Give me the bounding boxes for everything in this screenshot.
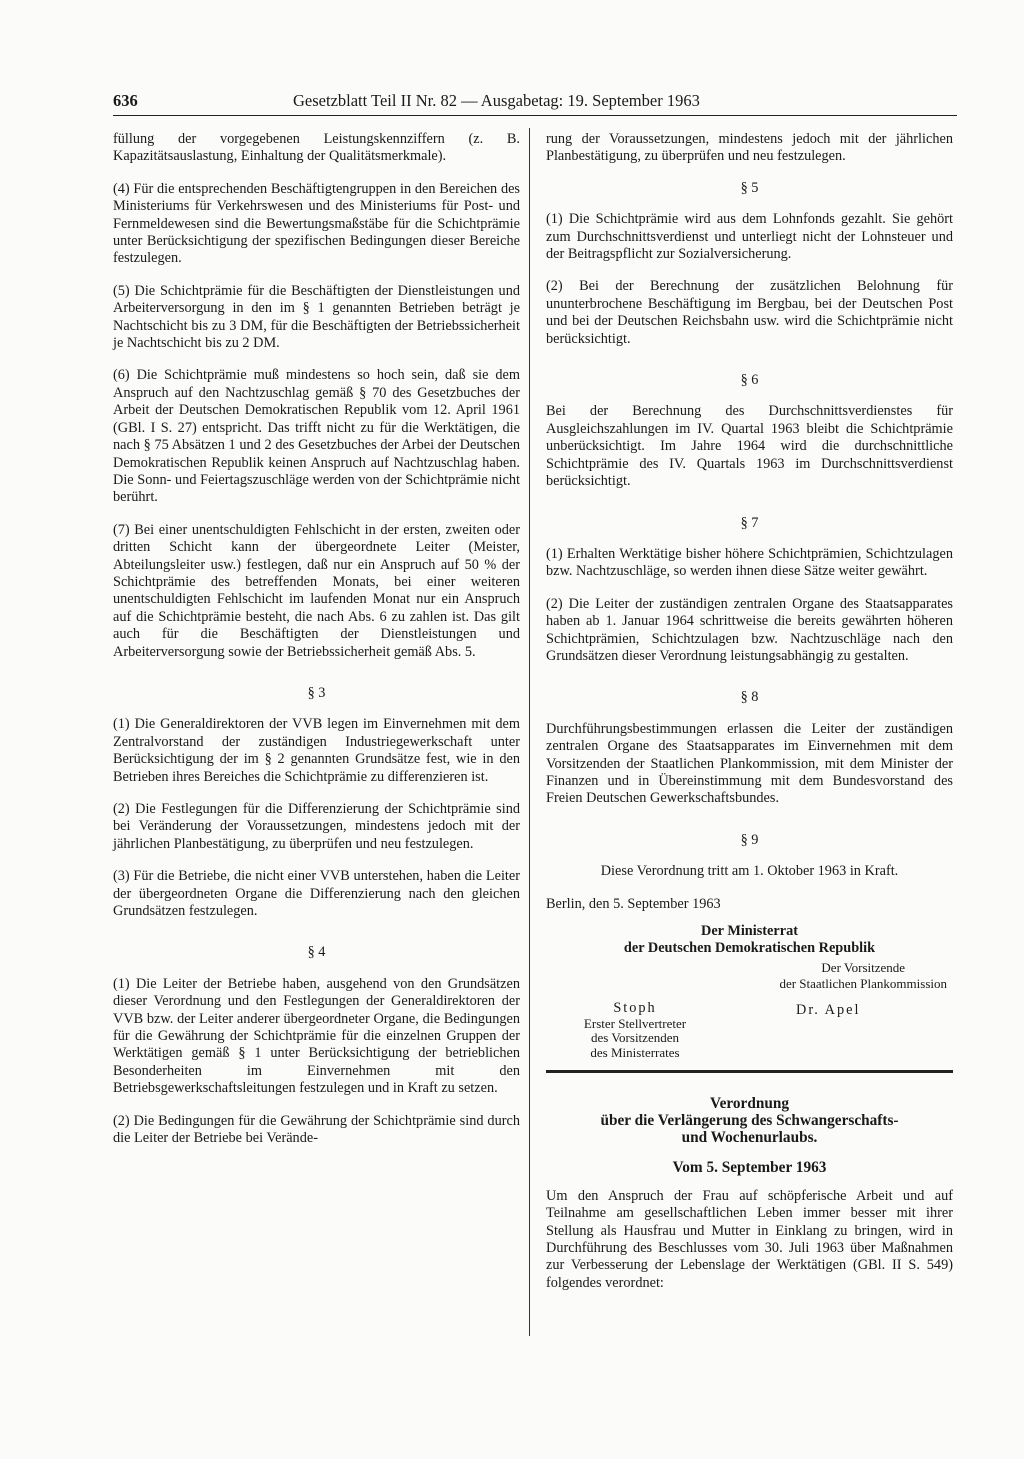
paragraph: (1) Die Generaldirektoren der VVB legen im Einvernehmen mit dem Zentralvorstand der zuständigen Industriegewerkschaft unter Berücksichtigung der im § 2 genannten Grundsätze fest, wie in den Betrieben ihres Bereiches die Schichtprämie zu differenzieren ist.: [113, 716, 520, 785]
paragraph: Diese Verordnung tritt am 1. Oktober 1963 in Kraft.: [600, 863, 899, 880]
paragraph: Bei der Berechnung des Durchschnittsverdienstes für Ausgleichszahlungen im IV. Quartal 1963 bleibt die Schichtprämie unberücksichtigt. Im Jahre 1964 wird die durchschnittliche Schichtprämie des IV. Quartals 1963 im Durchschnittsverdienst berücksichtigt.: [546, 403, 953, 490]
section-heading: § 8: [740, 689, 759, 706]
signatory-name: Dr. Apel: [796, 1001, 861, 1018]
header-rule: [113, 115, 957, 116]
section-heading: § 4: [307, 944, 326, 961]
page-number: 636: [113, 91, 138, 110]
council-line: der Deutschen Demokratischen Republik: [623, 940, 876, 957]
paragraph: (7) Bei einer unentschuldigten Fehlschicht in der ersten, zweiten oder dritten Schicht kann der übergeordnete Leiter (Meister, Abteilungsleiter usw.) festlegen, daß nur ein Anspruch auf 50 % der Schichtprämie des betreffenden Monats, bei einer weiteren unentschuldigten Fehlschicht im laufenden Monat nur ein Anspruch auf die Schichtprämie besteht, die nach Abs. 6 zu zahlen ist. Das gilt auch für die Beschäftigten der Dienstleistungen und Arbeiterversorgung sowie der Betriebssicherheit gemäß Abs. 5.: [113, 521, 520, 660]
signatory-role: des Ministerrates: [590, 1044, 680, 1060]
section-heading: § 6: [740, 372, 759, 389]
decree-title-line: und Wochenurlaubs.: [681, 1128, 818, 1146]
chair-title-line: der Staatlichen Plankommission: [779, 975, 947, 991]
section-heading: § 5: [740, 179, 759, 196]
paragraph: rung der Voraussetzungen, mindestens jedoch mit der jährlichen Planbestätigung, zu überprüfen und neu festzulegen.: [546, 131, 953, 165]
running-head: Gesetzblatt Teil II Nr. 82 — Ausgabetag: 19. September 1963: [293, 91, 700, 110]
paragraph: (1) Die Schichtprämie wird aus dem Lohnfonds gezahlt. Sie gehört zum Durchschnittsverdienst und unterliegt nicht der Lohnsteuer und der Beitragspflicht zur Sozialversicherung.: [546, 211, 953, 263]
paragraph: Um den Anspruch der Frau auf schöpferische Arbeit und auf Teilnahme am gesellschaftlichen Leben immer besser mit ihrer Stellung als Hausfrau und Mutter in Einklang zu bringen, wird in Durchführung des Beschlusses vom 30. Juli 1963 über Maßnahmen zur Verbesserung der Lebenslage der Werktätigen (GBl. II S. 549) folgendes verordnet:: [546, 1187, 953, 1291]
paragraph: füllung der vorgegebenen Leistungskennziffern (z. B. Kapazitätsauslastung, Einhaltung der Qualitätsmerkmale).: [113, 131, 520, 165]
section-heading: § 9: [740, 831, 759, 848]
column-divider: [529, 128, 530, 1336]
section-heading: § 7: [740, 514, 759, 531]
paragraph: (3) Für die Betriebe, die nicht einer VVB unterstehen, haben die Leiter der übergeordneten Organe die Differenzierung nach den gleichen Grundsätzen festzulegen.: [113, 868, 520, 920]
signature-block: [546, 959, 953, 1060]
paragraph: (2) Bei der Berechnung der zusätzlichen Belohnung für ununterbrochene Beschäftigung im Bergbau, bei der Deutschen Post und bei der Deutschen Reichsbahn usw. wird die Schichtprämie nicht berücksichtigt.: [546, 278, 953, 347]
section-rule: [546, 1070, 953, 1073]
paragraph: (2) Die Festlegungen für die Differenzierung der Schichtprämie sind bei Veränderung der Voraussetzungen, mindestens jedoch mit der jährlichen Planbestätigung, zu überprüfen und neu festzulegen.: [113, 801, 520, 852]
paragraph: (6) Die Schichtprämie muß mindestens so hoch sein, daß sie dem Anspruch auf den Nachtzuschlag gemäß § 70 des Gesetzbuches der Arbeit der Deutschen Demokratischen Republik vom 12. April 1961 (GBl. I S. 27) entspricht. Das trifft nicht zu für die Werktätigen, die nach § 75 Absätzen 1 und 2 des Gesetzbuches der Arbei der Deutschen Demokratischen Republik keinen Anspruch auf Nachtzuschlag haben. Die Sonn- und Feiertagszuschläge werden von der Schichtprämie nicht berührt.: [113, 367, 520, 506]
decree-title-line: über die Verlängerung des Schwangerschafts-: [600, 1111, 899, 1129]
signature-date: Berlin, den 5. September 1963: [546, 895, 721, 912]
paragraph: Durchführungsbestimmungen erlassen die Leiter der zuständigen zentralen Organe des Staatsapparates im Einvernehmen mit dem Vorsitzenden der Staatlichen Plankommission, mit dem Minister der Finanzen und in Übereinstimmung mit dem Bundesvorstand des Freien Deutschen Gewerkschaftsbundes.: [546, 720, 953, 807]
paragraph: (4) Für die entsprechenden Beschäftigtengruppen in den Bereichen des Ministeriums für Verkehrswesen und des Ministeriums für Post- und Fernmeldewesen sind die Bewertungsmaßstäbe für die Schichtprämie unter Berücksichtigung der spezifischen Bedingungen dieser Bereiche festzulegen.: [113, 180, 520, 267]
paragraph: (5) Die Schichtprämie für die Beschäftigten der Dienstleistungen und Arbeiterversorgung in den im § 1 genannten Betrieben beträgt je Nachtschicht bis zu 3 DM, für die Beschäftigten der Betriebssicherheit je Nachtschicht bis zu 2 DM.: [113, 282, 520, 352]
chair-title-line: Der Vorsitzende: [821, 959, 906, 975]
signatory-name: Stoph: [613, 999, 657, 1016]
signatory-role: des Vorsitzenden: [591, 1030, 679, 1046]
paragraph: (2) Die Bedingungen für die Gewährung der Schichtprämie sind durch die Leiter der Betriebe bei Verände-: [113, 1112, 520, 1147]
signatory-role: Erster Stellvertreter: [583, 1015, 687, 1031]
section-heading: § 3: [307, 684, 326, 701]
left-column: [113, 131, 520, 1148]
decree-title-line: Verordnung: [709, 1094, 790, 1112]
paragraph: (1) Die Leiter der Betriebe haben, ausgehend von den Grundsätzen dieser Verordnung und den Festlegungen der Generaldirektoren der VVB bzw. der Leiter anderer übergeordneter Organe, die Bedingungen für die Gewährung der Schichtprämie für die einzelnen Gruppen der Werktätigen gemäß § 1 unter Berücksichtigung der betrieblichen Besonderheiten im Einvernehmen mit den Betriebsgewerkschaftsleitungen festzulegen und in Kraft zu setzen.: [113, 975, 520, 1097]
page-header: [113, 89, 957, 113]
paragraph: (1) Erhalten Werktätige bisher höhere Schichtprämien, Schichtzulagen bzw. Nachtzuschläge, so werden ihnen diese Sätze weiter gewährt.: [546, 545, 953, 580]
right-column: [546, 131, 953, 1292]
chair-title: [779, 960, 947, 992]
signatory-left: [560, 1000, 710, 1061]
decree-title: [546, 1095, 953, 1146]
council-line: Der Ministerrat: [701, 923, 798, 939]
paragraph: (2) Die Leiter der zuständigen zentralen Organe des Staatsapparates haben ab 1. Januar 1964 schrittweise die bereits gewährten höheren Schichtprämien, Schichtzulagen bzw. Nachtzuschläge nach den Grundsätzen dieser Verordnung leistungsabhängig zu gestalten.: [546, 595, 953, 664]
signature-council: [546, 923, 953, 958]
decree-date: Vom 5. September 1963: [672, 1158, 827, 1176]
